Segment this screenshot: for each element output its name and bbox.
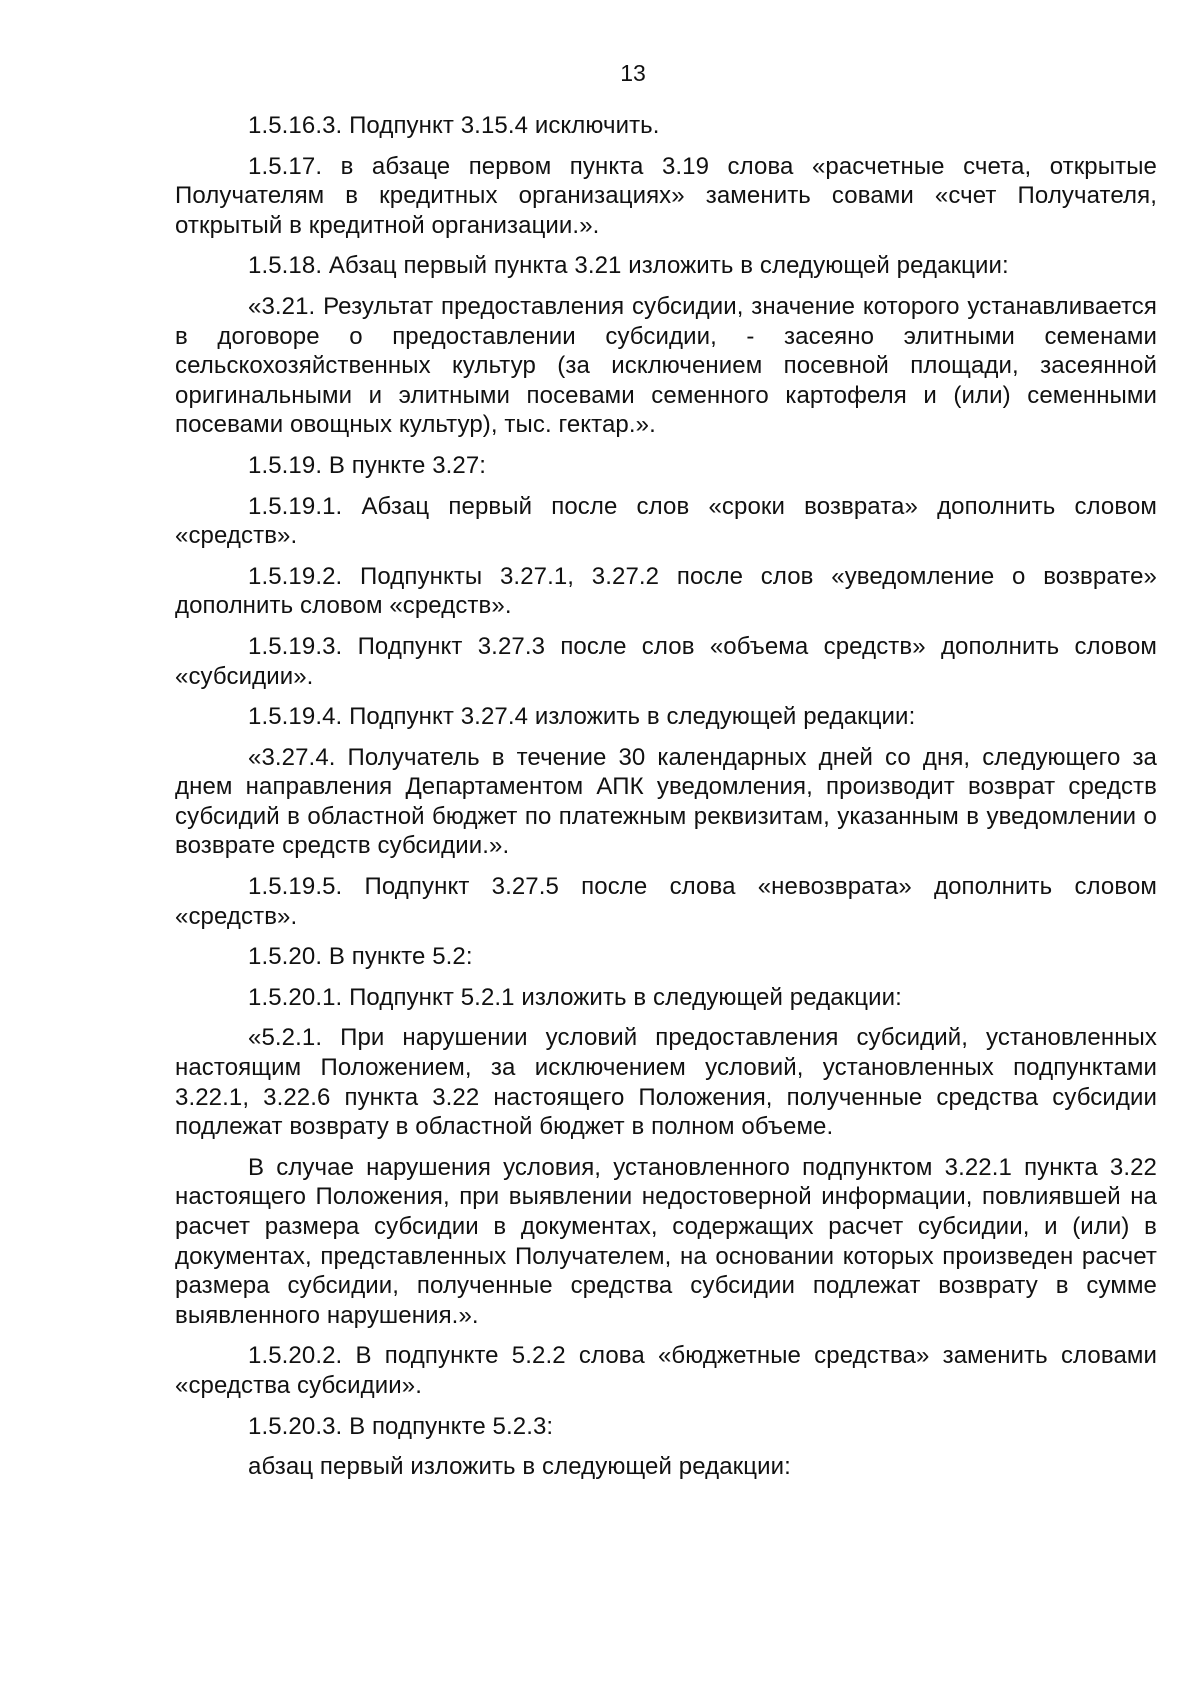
paragraph-1-5-19-5: 1.5.19.5. Подпункт 3.27.5 после слова «невозврата» дополнить словом «средств». xyxy=(175,873,1157,930)
quoted-paragraph-3-27-4: «3.27.4. Получатель в течение 30 календарных дней со дня, следующего за днем направления Департаментом АПК уведомления, производит возврат средств субсидий в областной бюджет по платежным реквизитам, указанным в уведомлении о возврате средств субсидии.». xyxy=(175,743,1157,860)
quoted-paragraph-5-2-1: «5.2.1. При нарушении условий предоставления субсидий, установленных настоящим Положением, за исключением условий, установленных подпунктами 3.22.1, 3.22.6 пункта 3.22 настоящего Положения, полученные средства субсидии подлежат возврату в областной бюджет в полном объеме. xyxy=(175,1024,1157,1141)
paragraph-1-5-19: 1.5.19. В пункте 3.27: xyxy=(248,451,487,479)
quoted-paragraph-3-21: «3.21. Результат предоставления субсидии, значение которого устанавливается в договоре о предоставлении субсидии, - засеяно элитными семенами сельскохозяйственных культур (за исключением посевной площади, засеянной оригинальными и элитными посевами семенного картофеля и (или) семенными посевами овощных культур), тыс. гектар.». xyxy=(175,292,1157,439)
paragraph-1-5-20: 1.5.20. В пункте 5.2: xyxy=(248,943,473,971)
paragraph-1-5-20-2: 1.5.20.2. В подпункте 5.2.2 слова «бюджетные средства» заменить словами «средства субсидии». xyxy=(175,1342,1157,1399)
paragraph-1-5-16-3: 1.5.16.3. Подпункт 3.15.4 исключить. xyxy=(248,112,660,139)
paragraph-1-5-19-1: 1.5.19.1. Абзац первый после слов «сроки возврата» дополнить словом «средств». xyxy=(175,492,1157,550)
paragraph-1-5-20-1: 1.5.20.1. Подпункт 5.2.1 изложить в следующей редакции: xyxy=(248,983,902,1011)
paragraph-first-abzac: абзац первый изложить в следующей редакции: xyxy=(248,1453,791,1481)
document-body xyxy=(175,111,1157,1493)
paragraph-1-5-19-2: 1.5.19.2. Подпункты 3.27.1, 3.27.2 после слов «уведомление о возврате» дополнить словом «средств». xyxy=(175,562,1157,620)
paragraph-1-5-19-4: 1.5.19.4. Подпункт 3.27.4 изложить в следующей редакции: xyxy=(248,703,916,731)
paragraph-1-5-17: 1.5.17. в абзаце первом пункта 3.19 слова «расчетные счета, открытые Получателям в кредитных организациях» заменить совами «счет Получателя, открытый в кредитной организации.». xyxy=(175,152,1157,239)
paragraph-1-5-18: 1.5.18. Абзац первый пункта 3.21 изложить в следующей редакции: xyxy=(248,252,1009,280)
paragraph-1-5-19-3: 1.5.19.3. Подпункт 3.27.3 после слов «объема средств» дополнить словом «субсидии». xyxy=(175,632,1157,690)
paragraph-violation-case: В случае нарушения условия, установленного подпунктом 3.22.1 пункта 3.22 настоящего Положения, при выявлении недостоверной информации, повлиявшей на расчет размера субсидии в документах, содержащих расчет субсидии, и (или) в документах, представленных Получателем, на основании которых произведен расчет размера субсидии, полученные средства субсидии подлежат возврату в сумме выявленного нарушения.». xyxy=(175,1153,1157,1329)
page-number: 13 xyxy=(620,60,646,86)
paragraph-1-5-20-3: 1.5.20.3. В подпункте 5.2.3: xyxy=(248,1412,554,1440)
